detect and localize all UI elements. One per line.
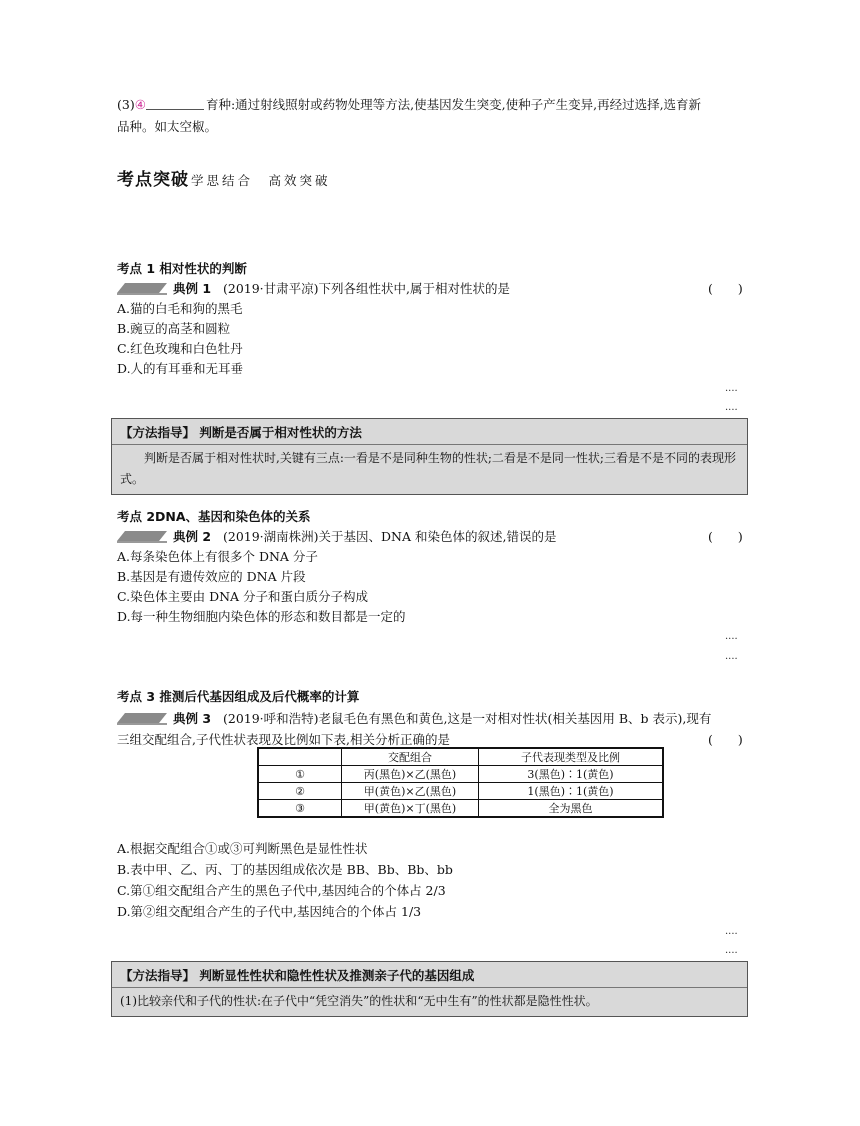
option-b-1: B.豌豆的高茎和圆粒: [117, 321, 231, 336]
example-tag-icon: [117, 711, 167, 725]
example-3-text: (2019·呼和浩特)老鼠毛色有黑色和黄色,这是一对相对性状(相关基因用 B、b 表示),现有: [222, 711, 712, 726]
option-a-3: A.根据交配组合①或③可判断黑色是显性性状: [117, 841, 368, 856]
intro-prefix: (3): [117, 97, 135, 112]
emphasis-dots: ····: [725, 386, 738, 397]
table-row: [258, 766, 663, 783]
method-guide-title-1: 【方法指导】 判断是否属于相对性状的方法: [112, 419, 747, 445]
cross-results-table: [257, 747, 664, 818]
table-header-row: [258, 748, 663, 766]
table-cell: 1(黑色)∶1(黄色): [479, 783, 664, 800]
kaodian-3-title: 考点 3 推测后代基因组成及后代概率的计算: [117, 689, 360, 704]
table-header-cell: 交配组合: [342, 748, 479, 766]
emphasis-dots: ····: [725, 948, 738, 959]
example-3-text-2: 三组交配组合,子代性状表现及比例如下表,相关分析正确的是: [117, 732, 450, 747]
option-a-1: A.猫的白毛和狗的黑毛: [117, 301, 243, 316]
intro-text-1: 育种:通过射线照射或药物处理等方法,使基因发生突变,使种子产生变异,再经过选择,选育新: [205, 97, 702, 112]
answer-paren-2[interactable]: ( ): [708, 529, 743, 544]
option-a-2: A.每条染色体上有很多个 DNA 分子: [117, 549, 318, 564]
kaodian-2-title: 考点 2DNA、基因和染色体的关系: [117, 509, 311, 524]
example-tag-icon: [117, 529, 167, 543]
answer-paren-3[interactable]: ( ): [708, 732, 743, 747]
example-1-label: 典例 1: [173, 281, 212, 296]
table-cell: ②: [258, 783, 342, 800]
intro-line-2: 品种。如太空椒。: [117, 119, 218, 134]
option-b-3: B.表中甲、乙、丙、丁的基因组成依次是 BB、Bb、Bb、bb: [117, 862, 453, 877]
option-d-1: D.人的有耳垂和无耳垂: [117, 361, 244, 376]
kaodian-1-title: 考点 1 相对性状的判断: [117, 261, 247, 276]
emphasis-dots: ····: [725, 634, 738, 645]
emphasis-dots: ····: [725, 654, 738, 665]
option-c-2: C.染色体主要由 DNA 分子和蛋白质分子构成: [117, 589, 369, 604]
table-cell: ①: [258, 766, 342, 783]
method-guide-box-1: [111, 418, 748, 495]
section-subtitle: 学思结合 高效突破: [191, 173, 331, 188]
answer-paren-1[interactable]: ( ): [708, 281, 743, 296]
circled-number-4: ④: [134, 97, 146, 112]
example-1-question: [117, 279, 510, 297]
option-b-2: B.基因是有遗传效应的 DNA 片段: [117, 569, 306, 584]
option-d-2: D.每一种生物细胞内染色体的形态和数目都是一定的: [117, 609, 406, 624]
example-1-text: (2019·甘肃平凉)下列各组性状中,属于相对性状的是: [222, 281, 510, 296]
method-guide-body-2: (1)比较亲代和子代的性状:在子代中“凭空消失”的性状和“无中生有”的性状都是隐性性状。: [120, 994, 598, 1008]
example-tag-icon: [117, 281, 167, 295]
table-row: [258, 800, 663, 818]
table-cell: 全为黑色: [479, 800, 664, 818]
intro-line-1: [117, 95, 701, 113]
method-guide-box-2: [111, 961, 748, 1017]
emphasis-dots: ····: [725, 405, 738, 416]
table-header-cell: 子代表现类型及比例: [479, 748, 664, 766]
section-title: 考点突破: [117, 170, 189, 190]
option-c-3: C.第①组交配组合产生的黑色子代中,基因纯合的个体占 2/3: [117, 883, 446, 898]
example-2-label: 典例 2: [173, 529, 212, 544]
emphasis-dots: ····: [725, 929, 738, 940]
table-cell: 甲(黄色)×乙(黑色): [342, 783, 479, 800]
method-guide-body-1: 判断是否属于相对性状时,关键有三点:一看是不是同种生物的性状;二看是不是同一性状;三看是不是不同的表现形式。: [120, 451, 736, 486]
table-cell: ③: [258, 800, 342, 818]
table-row: [258, 783, 663, 800]
table-cell: 3(黑色)∶1(黄色): [479, 766, 664, 783]
example-3-question: [117, 709, 711, 727]
table-header-cell: [258, 748, 342, 766]
example-2-question: [117, 527, 556, 545]
example-2-text: (2019·湖南株洲)关于基因、DNA 和染色体的叙述,错误的是: [222, 529, 557, 544]
table-cell: 丙(黑色)×乙(黑色): [342, 766, 479, 783]
section-heading: [117, 165, 331, 190]
option-d-3: D.第②组交配组合产生的子代中,基因纯合的个体占 1/3: [117, 904, 422, 919]
table-cell: 甲(黄色)×丁(黑色): [342, 800, 479, 818]
option-c-1: C.红色玫瑰和白色牡丹: [117, 341, 243, 356]
example-3-label: 典例 3: [173, 711, 212, 726]
method-guide-title-2: 【方法指导】 判断显性性状和隐性性状及推测亲子代的基因组成: [112, 962, 747, 988]
fill-blank[interactable]: [146, 97, 204, 110]
